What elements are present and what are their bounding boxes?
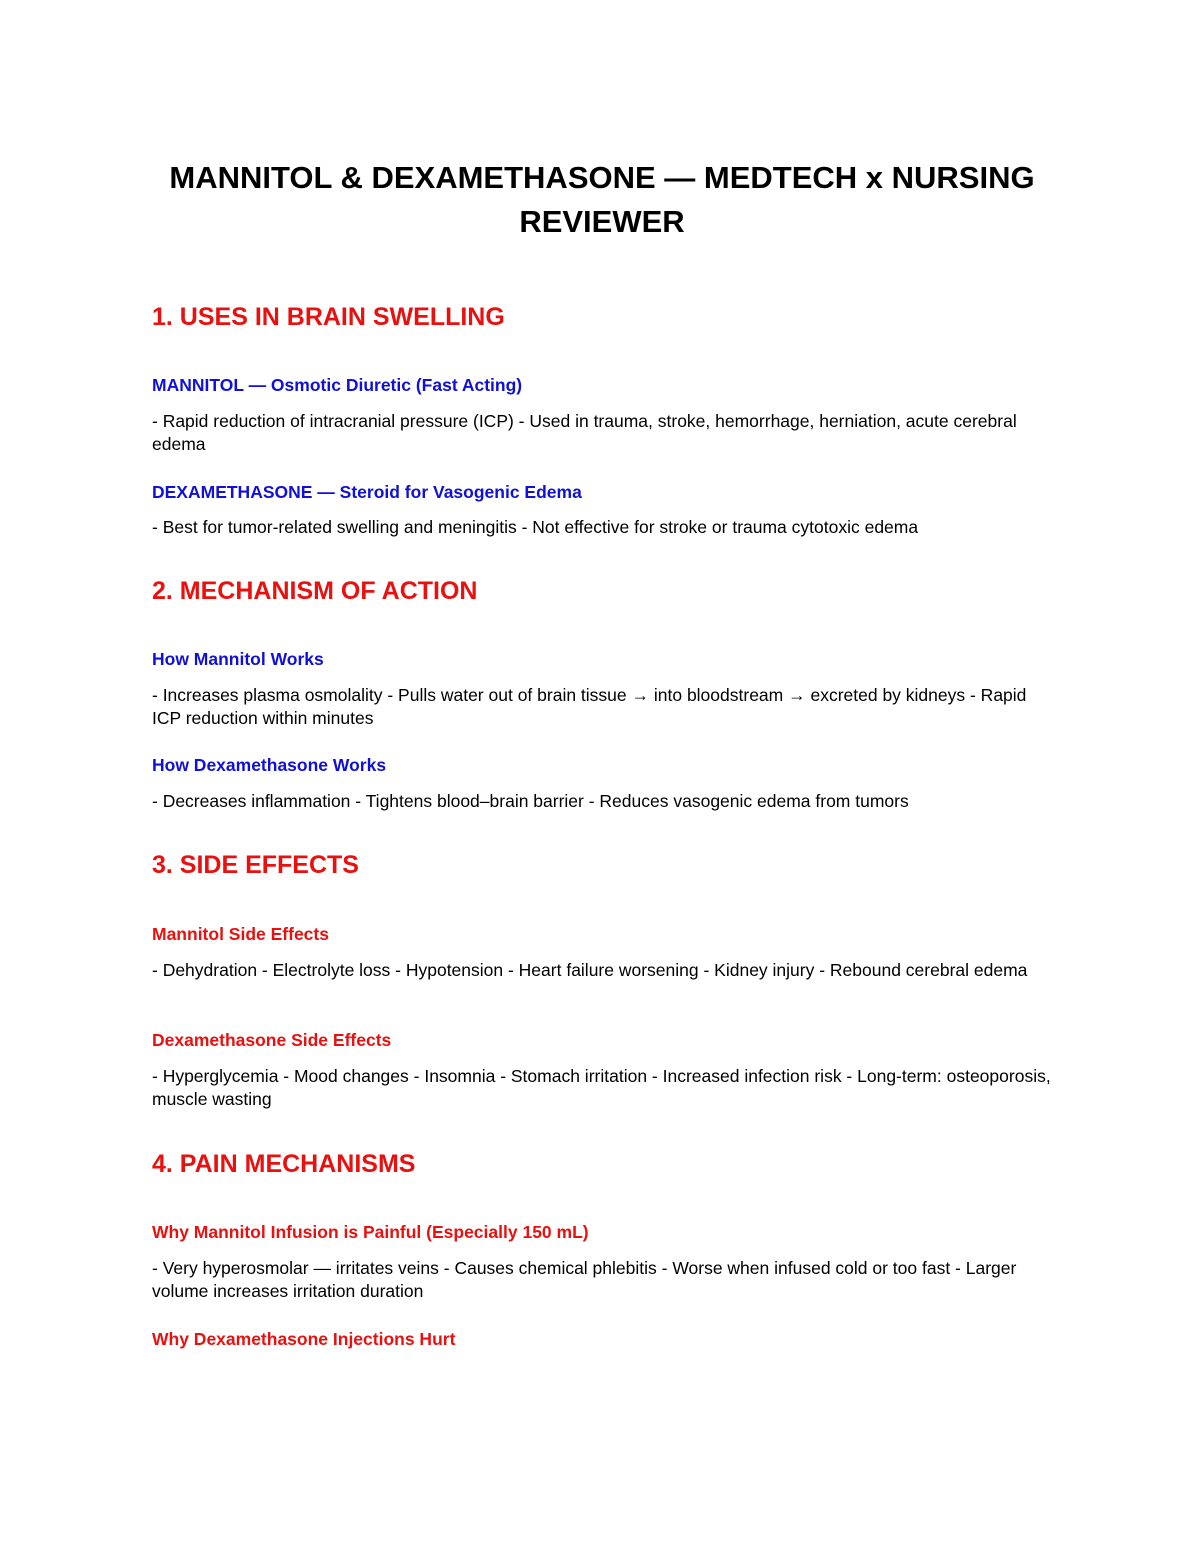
subheading-how-dexamethasone-works: How Dexamethasone Works <box>152 755 387 775</box>
subheading-dexamethasone-uses: DEXAMETHASONE — Steroid for Vasogenic Edema <box>152 482 582 502</box>
body-mannitol-uses: - Rapid reduction of intracranial pressure (ICP) - Used in trauma, stroke, hemorrhage, herniation, acute cerebral edema <box>152 411 1017 454</box>
subheading-mannitol-side-effects: Mannitol Side Effects <box>152 924 329 944</box>
section-heading-uses: 1. USES IN BRAIN SWELLING <box>152 303 505 331</box>
body-how-mannitol-works: - Increases plasma osmolality - Pulls water out of brain tissue → into bloodstream → excreted by kidneys - Rapid ICP reduction within minutes <box>152 685 1027 728</box>
body-mannitol-side-effects: - Dehydration - Electrolyte loss - Hypotension - Heart failure worsening - Kidney injury - Rebound cerebral edema <box>152 960 1028 980</box>
section-heading-pain-mechanisms: 4. PAIN MECHANISMS <box>152 1150 416 1178</box>
body-dexamethasone-uses: - Best for tumor-related swelling and meningitis - Not effective for stroke or trauma cytotoxic edema <box>152 517 919 537</box>
body-dexamethasone-side-effects: - Hyperglycemia - Mood changes - Insomnia - Stomach irritation - Increased infection risk - Long-term: osteoporosis, muscle wasting <box>152 1066 1051 1109</box>
subheading-dexamethasone-pain: Why Dexamethasone Injections Hurt <box>152 1329 456 1349</box>
section-heading-mechanism: 2. MECHANISM OF ACTION <box>152 577 478 605</box>
section-heading-side-effects: 3. SIDE EFFECTS <box>152 851 359 879</box>
subheading-mannitol-pain: Why Mannitol Infusion is Painful (Especially 150 mL) <box>152 1222 589 1242</box>
subheading-how-mannitol-works: How Mannitol Works <box>152 649 324 669</box>
document-title: MANNITOL & DEXAMETHASONE — MEDTECH x NURSING REVIEWER <box>169 160 1035 239</box>
subheading-mannitol-uses: MANNITOL — Osmotic Diuretic (Fast Acting) <box>152 375 523 395</box>
subheading-dexamethasone-side-effects: Dexamethasone Side Effects <box>152 1030 392 1050</box>
body-how-dexamethasone-works: - Decreases inflammation - Tightens blood–brain barrier - Reduces vasogenic edema from tumors <box>152 791 909 811</box>
body-mannitol-pain: - Very hyperosmolar — irritates veins - Causes chemical phlebitis - Worse when infused cold or too fast - Larger volume increases irritation duration <box>152 1258 1017 1301</box>
